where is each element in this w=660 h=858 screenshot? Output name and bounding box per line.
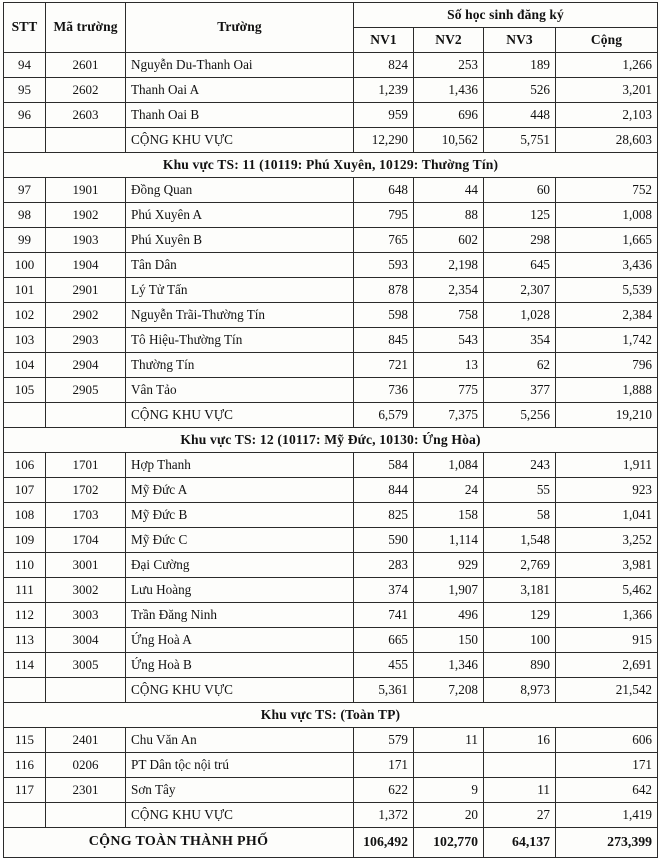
cell-school-code-empty <box>46 803 126 828</box>
cell-stt: 110 <box>4 553 46 578</box>
cell-nv1: 721 <box>354 353 414 378</box>
cell-school-name: Đại Cường <box>126 553 354 578</box>
cell-nv3: 298 <box>484 228 556 253</box>
cell-nv3: 100 <box>484 628 556 653</box>
cell-nv3: 129 <box>484 603 556 628</box>
cell-school-name: Mỹ Đức B <box>126 503 354 528</box>
column-header-group-registrations: Số học sinh đăng ký <box>354 3 658 28</box>
cell-stt: 94 <box>4 53 46 78</box>
cell-nv3: 645 <box>484 253 556 278</box>
subtotal-nv3: 5,751 <box>484 128 556 153</box>
subtotal-row <box>4 403 658 428</box>
cell-school-code: 1901 <box>46 178 126 203</box>
cell-stt: 100 <box>4 253 46 278</box>
cell-nv2: 758 <box>414 303 484 328</box>
cell-nv1: 590 <box>354 528 414 553</box>
cell-stt: 105 <box>4 378 46 403</box>
cell-nv1: 795 <box>354 203 414 228</box>
cell-total: 3,201 <box>556 78 658 103</box>
cell-school-name: Sơn Tây <box>126 778 354 803</box>
cell-nv1: 1,239 <box>354 78 414 103</box>
subtotal-row <box>4 128 658 153</box>
subtotal-nv2: 20 <box>414 803 484 828</box>
table-header <box>4 3 658 53</box>
cell-school-code: 1902 <box>46 203 126 228</box>
subtotal-nv1: 1,372 <box>354 803 414 828</box>
cell-nv2: 150 <box>414 628 484 653</box>
cell-nv1: 959 <box>354 103 414 128</box>
subtotal-nv3: 27 <box>484 803 556 828</box>
grand-total-total: 273,399 <box>556 828 658 858</box>
cell-stt: 108 <box>4 503 46 528</box>
cell-nv1: 622 <box>354 778 414 803</box>
cell-school-code: 3001 <box>46 553 126 578</box>
cell-school-name: Thanh Oai B <box>126 103 354 128</box>
cell-nv3: 58 <box>484 503 556 528</box>
cell-school-code: 1701 <box>46 453 126 478</box>
cell-total: 2,384 <box>556 303 658 328</box>
cell-nv1: 374 <box>354 578 414 603</box>
cell-total: 1,911 <box>556 453 658 478</box>
section-header-row <box>4 428 658 453</box>
cell-total: 606 <box>556 728 658 753</box>
cell-stt: 106 <box>4 453 46 478</box>
column-header-stt: STT <box>4 3 46 53</box>
cell-stt: 97 <box>4 178 46 203</box>
cell-stt: 102 <box>4 303 46 328</box>
table-row <box>4 753 658 778</box>
cell-school-name: Hợp Thanh <box>126 453 354 478</box>
cell-nv2: 11 <box>414 728 484 753</box>
cell-nv1: 593 <box>354 253 414 278</box>
cell-nv2: 253 <box>414 53 484 78</box>
cell-school-name: Vân Tảo <box>126 378 354 403</box>
cell-nv2: 24 <box>414 478 484 503</box>
cell-school-code: 2902 <box>46 303 126 328</box>
cell-school-code-empty <box>46 678 126 703</box>
table-row <box>4 253 658 278</box>
cell-total: 1,008 <box>556 203 658 228</box>
cell-total: 171 <box>556 753 658 778</box>
cell-total: 915 <box>556 628 658 653</box>
cell-nv3: 55 <box>484 478 556 503</box>
cell-nv1: 878 <box>354 278 414 303</box>
cell-nv3: 2,307 <box>484 278 556 303</box>
cell-total: 1,041 <box>556 503 658 528</box>
subtotal-nv2: 10,562 <box>414 128 484 153</box>
cell-total: 2,691 <box>556 653 658 678</box>
cell-stt: 95 <box>4 78 46 103</box>
cell-school-name: PT Dân tộc nội trú <box>126 753 354 778</box>
table-row <box>4 478 658 503</box>
subtotal-row <box>4 803 658 828</box>
cell-total: 1,742 <box>556 328 658 353</box>
cell-school-code: 2905 <box>46 378 126 403</box>
cell-school-name: Thường Tín <box>126 353 354 378</box>
column-header-school-code: Mã trường <box>46 3 126 53</box>
subtotal-nv1: 6,579 <box>354 403 414 428</box>
school-registration-table <box>3 2 658 858</box>
cell-nv1: 825 <box>354 503 414 528</box>
section-header-label: Khu vực TS: (Toàn TP) <box>4 703 658 728</box>
cell-nv2: 9 <box>414 778 484 803</box>
cell-school-name: Nguyễn Trãi-Thường Tín <box>126 303 354 328</box>
table-row <box>4 453 658 478</box>
cell-stt: 116 <box>4 753 46 778</box>
cell-nv2: 929 <box>414 553 484 578</box>
subtotal-nv3: 5,256 <box>484 403 556 428</box>
cell-nv3: 243 <box>484 453 556 478</box>
subtotal-row <box>4 678 658 703</box>
cell-stt: 101 <box>4 278 46 303</box>
subtotal-total: 28,603 <box>556 128 658 153</box>
cell-nv2: 1,346 <box>414 653 484 678</box>
cell-nv1: 648 <box>354 178 414 203</box>
cell-school-name: Ứng Hoà B <box>126 653 354 678</box>
table-row <box>4 328 658 353</box>
cell-school-code: 2904 <box>46 353 126 378</box>
cell-total: 1,888 <box>556 378 658 403</box>
cell-school-code: 2401 <box>46 728 126 753</box>
cell-stt: 117 <box>4 778 46 803</box>
cell-school-code: 2903 <box>46 328 126 353</box>
grand-total-nv2: 102,770 <box>414 828 484 858</box>
table-row <box>4 378 658 403</box>
cell-nv2: 1,436 <box>414 78 484 103</box>
cell-nv1: 845 <box>354 328 414 353</box>
table-row <box>4 628 658 653</box>
cell-nv3: 2,769 <box>484 553 556 578</box>
cell-nv3: 526 <box>484 78 556 103</box>
cell-nv1: 283 <box>354 553 414 578</box>
cell-stt-empty <box>4 678 46 703</box>
section-header-label: Khu vực TS: 12 (10117: Mỹ Đức, 10130: Ứng Hòa) <box>4 428 658 453</box>
subtotal-nv3: 8,973 <box>484 678 556 703</box>
cell-stt: 113 <box>4 628 46 653</box>
cell-school-code-empty <box>46 403 126 428</box>
table-row <box>4 203 658 228</box>
subtotal-nv2: 7,375 <box>414 403 484 428</box>
table-row <box>4 228 658 253</box>
table-row <box>4 103 658 128</box>
cell-total: 2,103 <box>556 103 658 128</box>
column-header-nv3: NV3 <box>484 28 556 53</box>
cell-nv2: 1,114 <box>414 528 484 553</box>
table-row <box>4 603 658 628</box>
cell-school-code: 2602 <box>46 78 126 103</box>
subtotal-nv1: 5,361 <box>354 678 414 703</box>
cell-nv2: 88 <box>414 203 484 228</box>
cell-nv2: 13 <box>414 353 484 378</box>
cell-school-code: 3004 <box>46 628 126 653</box>
cell-school-name: Lý Tử Tấn <box>126 278 354 303</box>
cell-nv1: 844 <box>354 478 414 503</box>
column-header-school: Trường <box>126 3 354 53</box>
cell-nv2: 2,198 <box>414 253 484 278</box>
cell-school-code: 0206 <box>46 753 126 778</box>
cell-nv2: 1,907 <box>414 578 484 603</box>
cell-school-code: 2301 <box>46 778 126 803</box>
cell-stt: 98 <box>4 203 46 228</box>
cell-nv1: 171 <box>354 753 414 778</box>
cell-school-code: 2901 <box>46 278 126 303</box>
cell-nv2: 1,084 <box>414 453 484 478</box>
cell-nv3: 448 <box>484 103 556 128</box>
cell-stt: 104 <box>4 353 46 378</box>
cell-school-name: Phú Xuyên A <box>126 203 354 228</box>
grand-total-label: CỘNG TOÀN THÀNH PHỐ <box>4 828 354 858</box>
cell-nv3: 60 <box>484 178 556 203</box>
column-header-total: Cộng <box>556 28 658 53</box>
subtotal-total: 19,210 <box>556 403 658 428</box>
cell-stt: 115 <box>4 728 46 753</box>
cell-school-code: 1702 <box>46 478 126 503</box>
cell-stt: 109 <box>4 528 46 553</box>
cell-nv3 <box>484 753 556 778</box>
cell-school-name: Tân Dân <box>126 253 354 278</box>
subtotal-nv2: 7,208 <box>414 678 484 703</box>
subtotal-label: CỘNG KHU VỰC <box>126 128 354 153</box>
cell-nv1: 455 <box>354 653 414 678</box>
cell-stt: 96 <box>4 103 46 128</box>
cell-school-name: Phú Xuyên B <box>126 228 354 253</box>
table-row <box>4 778 658 803</box>
cell-stt-empty <box>4 403 46 428</box>
cell-nv2: 543 <box>414 328 484 353</box>
subtotal-label: CỘNG KHU VỰC <box>126 678 354 703</box>
cell-nv3: 1,028 <box>484 303 556 328</box>
cell-stt: 111 <box>4 578 46 603</box>
cell-school-name: Tô Hiệu-Thường Tín <box>126 328 354 353</box>
cell-nv2: 2,354 <box>414 278 484 303</box>
table-row <box>4 53 658 78</box>
table-row <box>4 553 658 578</box>
table-row <box>4 728 658 753</box>
cell-school-name: Đồng Quan <box>126 178 354 203</box>
cell-total: 796 <box>556 353 658 378</box>
cell-stt: 107 <box>4 478 46 503</box>
grand-total-nv1: 106,492 <box>354 828 414 858</box>
cell-nv3: 189 <box>484 53 556 78</box>
cell-nv1: 598 <box>354 303 414 328</box>
cell-nv2: 158 <box>414 503 484 528</box>
cell-nv2: 602 <box>414 228 484 253</box>
section-header-label: Khu vực TS: 11 (10119: Phú Xuyên, 10129: Thường Tín) <box>4 153 658 178</box>
cell-nv1: 741 <box>354 603 414 628</box>
cell-nv1: 579 <box>354 728 414 753</box>
grand-total-row <box>4 828 658 858</box>
cell-school-code: 1904 <box>46 253 126 278</box>
table-row <box>4 178 658 203</box>
cell-nv2: 44 <box>414 178 484 203</box>
table-row <box>4 278 658 303</box>
cell-total: 1,266 <box>556 53 658 78</box>
cell-nv2: 696 <box>414 103 484 128</box>
table-row <box>4 653 658 678</box>
cell-stt-empty <box>4 803 46 828</box>
table-body <box>4 53 658 858</box>
cell-school-name: Chu Văn An <box>126 728 354 753</box>
cell-total: 3,252 <box>556 528 658 553</box>
cell-school-code: 2603 <box>46 103 126 128</box>
subtotal-label: CỘNG KHU VỰC <box>126 403 354 428</box>
cell-school-code: 1704 <box>46 528 126 553</box>
cell-nv3: 16 <box>484 728 556 753</box>
cell-school-name: Lưu Hoàng <box>126 578 354 603</box>
cell-school-code: 1903 <box>46 228 126 253</box>
cell-stt: 99 <box>4 228 46 253</box>
table-row <box>4 78 658 103</box>
cell-total: 642 <box>556 778 658 803</box>
table-row <box>4 353 658 378</box>
cell-school-code-empty <box>46 128 126 153</box>
cell-stt: 103 <box>4 328 46 353</box>
cell-school-name: Ứng Hoà A <box>126 628 354 653</box>
cell-nv2 <box>414 753 484 778</box>
cell-total: 1,366 <box>556 603 658 628</box>
cell-total: 5,462 <box>556 578 658 603</box>
subtotal-nv1: 12,290 <box>354 128 414 153</box>
table-row <box>4 528 658 553</box>
cell-nv3: 377 <box>484 378 556 403</box>
section-header-row <box>4 703 658 728</box>
table-row <box>4 503 658 528</box>
cell-school-code: 3005 <box>46 653 126 678</box>
cell-nv1: 665 <box>354 628 414 653</box>
cell-nv3: 3,181 <box>484 578 556 603</box>
grand-total-nv3: 64,137 <box>484 828 556 858</box>
cell-school-code: 1703 <box>46 503 126 528</box>
cell-total: 3,436 <box>556 253 658 278</box>
cell-school-name: Thanh Oai A <box>126 78 354 103</box>
cell-nv1: 736 <box>354 378 414 403</box>
table-row <box>4 578 658 603</box>
cell-stt: 114 <box>4 653 46 678</box>
cell-school-code: 2601 <box>46 53 126 78</box>
cell-total: 5,539 <box>556 278 658 303</box>
subtotal-label: CỘNG KHU VỰC <box>126 803 354 828</box>
header-row-group <box>4 3 658 28</box>
cell-school-name: Mỹ Đức A <box>126 478 354 503</box>
column-header-nv2: NV2 <box>414 28 484 53</box>
cell-nv3: 62 <box>484 353 556 378</box>
subtotal-total: 21,542 <box>556 678 658 703</box>
cell-nv1: 824 <box>354 53 414 78</box>
cell-total: 1,665 <box>556 228 658 253</box>
cell-nv1: 765 <box>354 228 414 253</box>
table-row <box>4 303 658 328</box>
cell-nv3: 11 <box>484 778 556 803</box>
cell-school-code: 3003 <box>46 603 126 628</box>
subtotal-total: 1,419 <box>556 803 658 828</box>
section-header-row <box>4 153 658 178</box>
cell-total: 923 <box>556 478 658 503</box>
cell-nv2: 775 <box>414 378 484 403</box>
cell-nv2: 496 <box>414 603 484 628</box>
cell-school-code: 3002 <box>46 578 126 603</box>
cell-nv1: 584 <box>354 453 414 478</box>
cell-total: 3,981 <box>556 553 658 578</box>
cell-school-name: Trần Đăng Ninh <box>126 603 354 628</box>
cell-nv3: 354 <box>484 328 556 353</box>
cell-nv3: 1,548 <box>484 528 556 553</box>
cell-total: 752 <box>556 178 658 203</box>
cell-school-name: Mỹ Đức C <box>126 528 354 553</box>
column-header-nv1: NV1 <box>354 28 414 53</box>
cell-stt-empty <box>4 128 46 153</box>
cell-nv3: 890 <box>484 653 556 678</box>
cell-school-name: Nguyễn Du-Thanh Oai <box>126 53 354 78</box>
cell-nv3: 125 <box>484 203 556 228</box>
cell-stt: 112 <box>4 603 46 628</box>
